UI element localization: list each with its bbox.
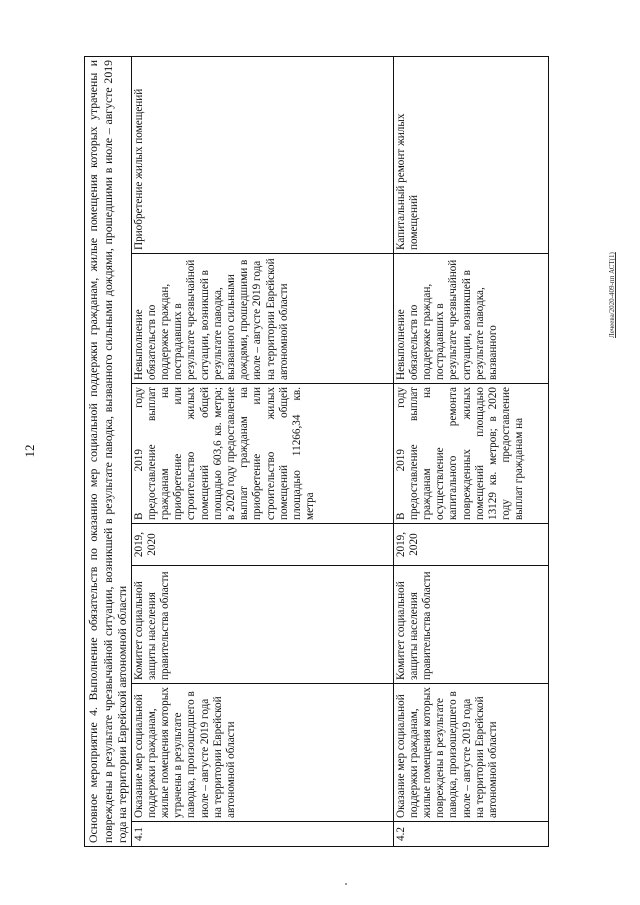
table-heading-row: [85, 56, 132, 846]
indicator: В 2019 году предоставление выплат гражданам на осуществление капитального ремонта поврежденных жилых помещений площадью 13129 кв. метров; в 2020 году предоставление выплат гражданам на: [393, 384, 548, 524]
relation: Приобретение жилых помещений: [131, 56, 393, 253]
consequences: Невыполнение обязательств по поддержке граждан, пострадавших в результате чрезвычайной ситуации, возникшей в результате паводка, вызванного: [393, 254, 548, 384]
row-number: 4.1: [131, 822, 393, 847]
row-number: 4.2: [393, 822, 548, 847]
indicator: В 2019 году предоставление выплат гражданам на приобретение или строительство жилых помещений общей площадью 603,6 кв. метра; в 2020 году предоставление выплат гражданам на приобретение или строительство жилых помещений общей площадью 11266,34 кв. метра: [131, 384, 393, 524]
years: 2019, 2020: [131, 524, 393, 566]
executor: Комитет социальной защиты населения правительства области: [393, 566, 548, 684]
scan-speck: [345, 883, 347, 885]
footer-file-reference: Лечеева/2020-409-пп АСТ(1): [608, 252, 616, 338]
years: 2019, 2020: [393, 524, 548, 566]
relation: Капитальный ремонт жилых помещений: [393, 56, 548, 253]
page-number: 12: [22, 444, 37, 458]
executor: Комитет социальной защиты населения правительства области: [131, 566, 393, 684]
measure-name: Оказание мер социальной поддержки гражданам, жилые помещения которых повреждены в результате паводка, произошедшего в июле – августе 2019 года на территории Еврейской автономной области: [393, 684, 548, 822]
consequences: Невыполнение обязательств по поддержке граждан, пострадавших в результате чрезвычайной ситуации, возникшей в результате паводка, вызванного сильными дождями, прошедшими в июле – августе 2019 года на территории Еврейской автономной области: [131, 254, 393, 384]
table-row: [393, 56, 548, 846]
section-heading: Основное мероприятие 4. Выполнение обязательств по оказанию мер социальной поддержки гражданам, жилые помещения которых утрачены и повреждены в результате чрезвычайной ситуации, возникшей в результате паводка, вызванного сильными дождями, прошедшими в июле – августе 2019 года на территории Еврейской автономной области: [85, 56, 132, 846]
rotated-page-content: [84, 57, 554, 847]
table-row: [131, 56, 393, 846]
measures-table: [84, 56, 549, 847]
measure-name: Оказание мер социальной поддержки гражданам, жилые помещения которых утрачены в результате паводка, произошедшего в июле – августе 2019 года на территории Еврейской автономной области: [131, 684, 393, 822]
